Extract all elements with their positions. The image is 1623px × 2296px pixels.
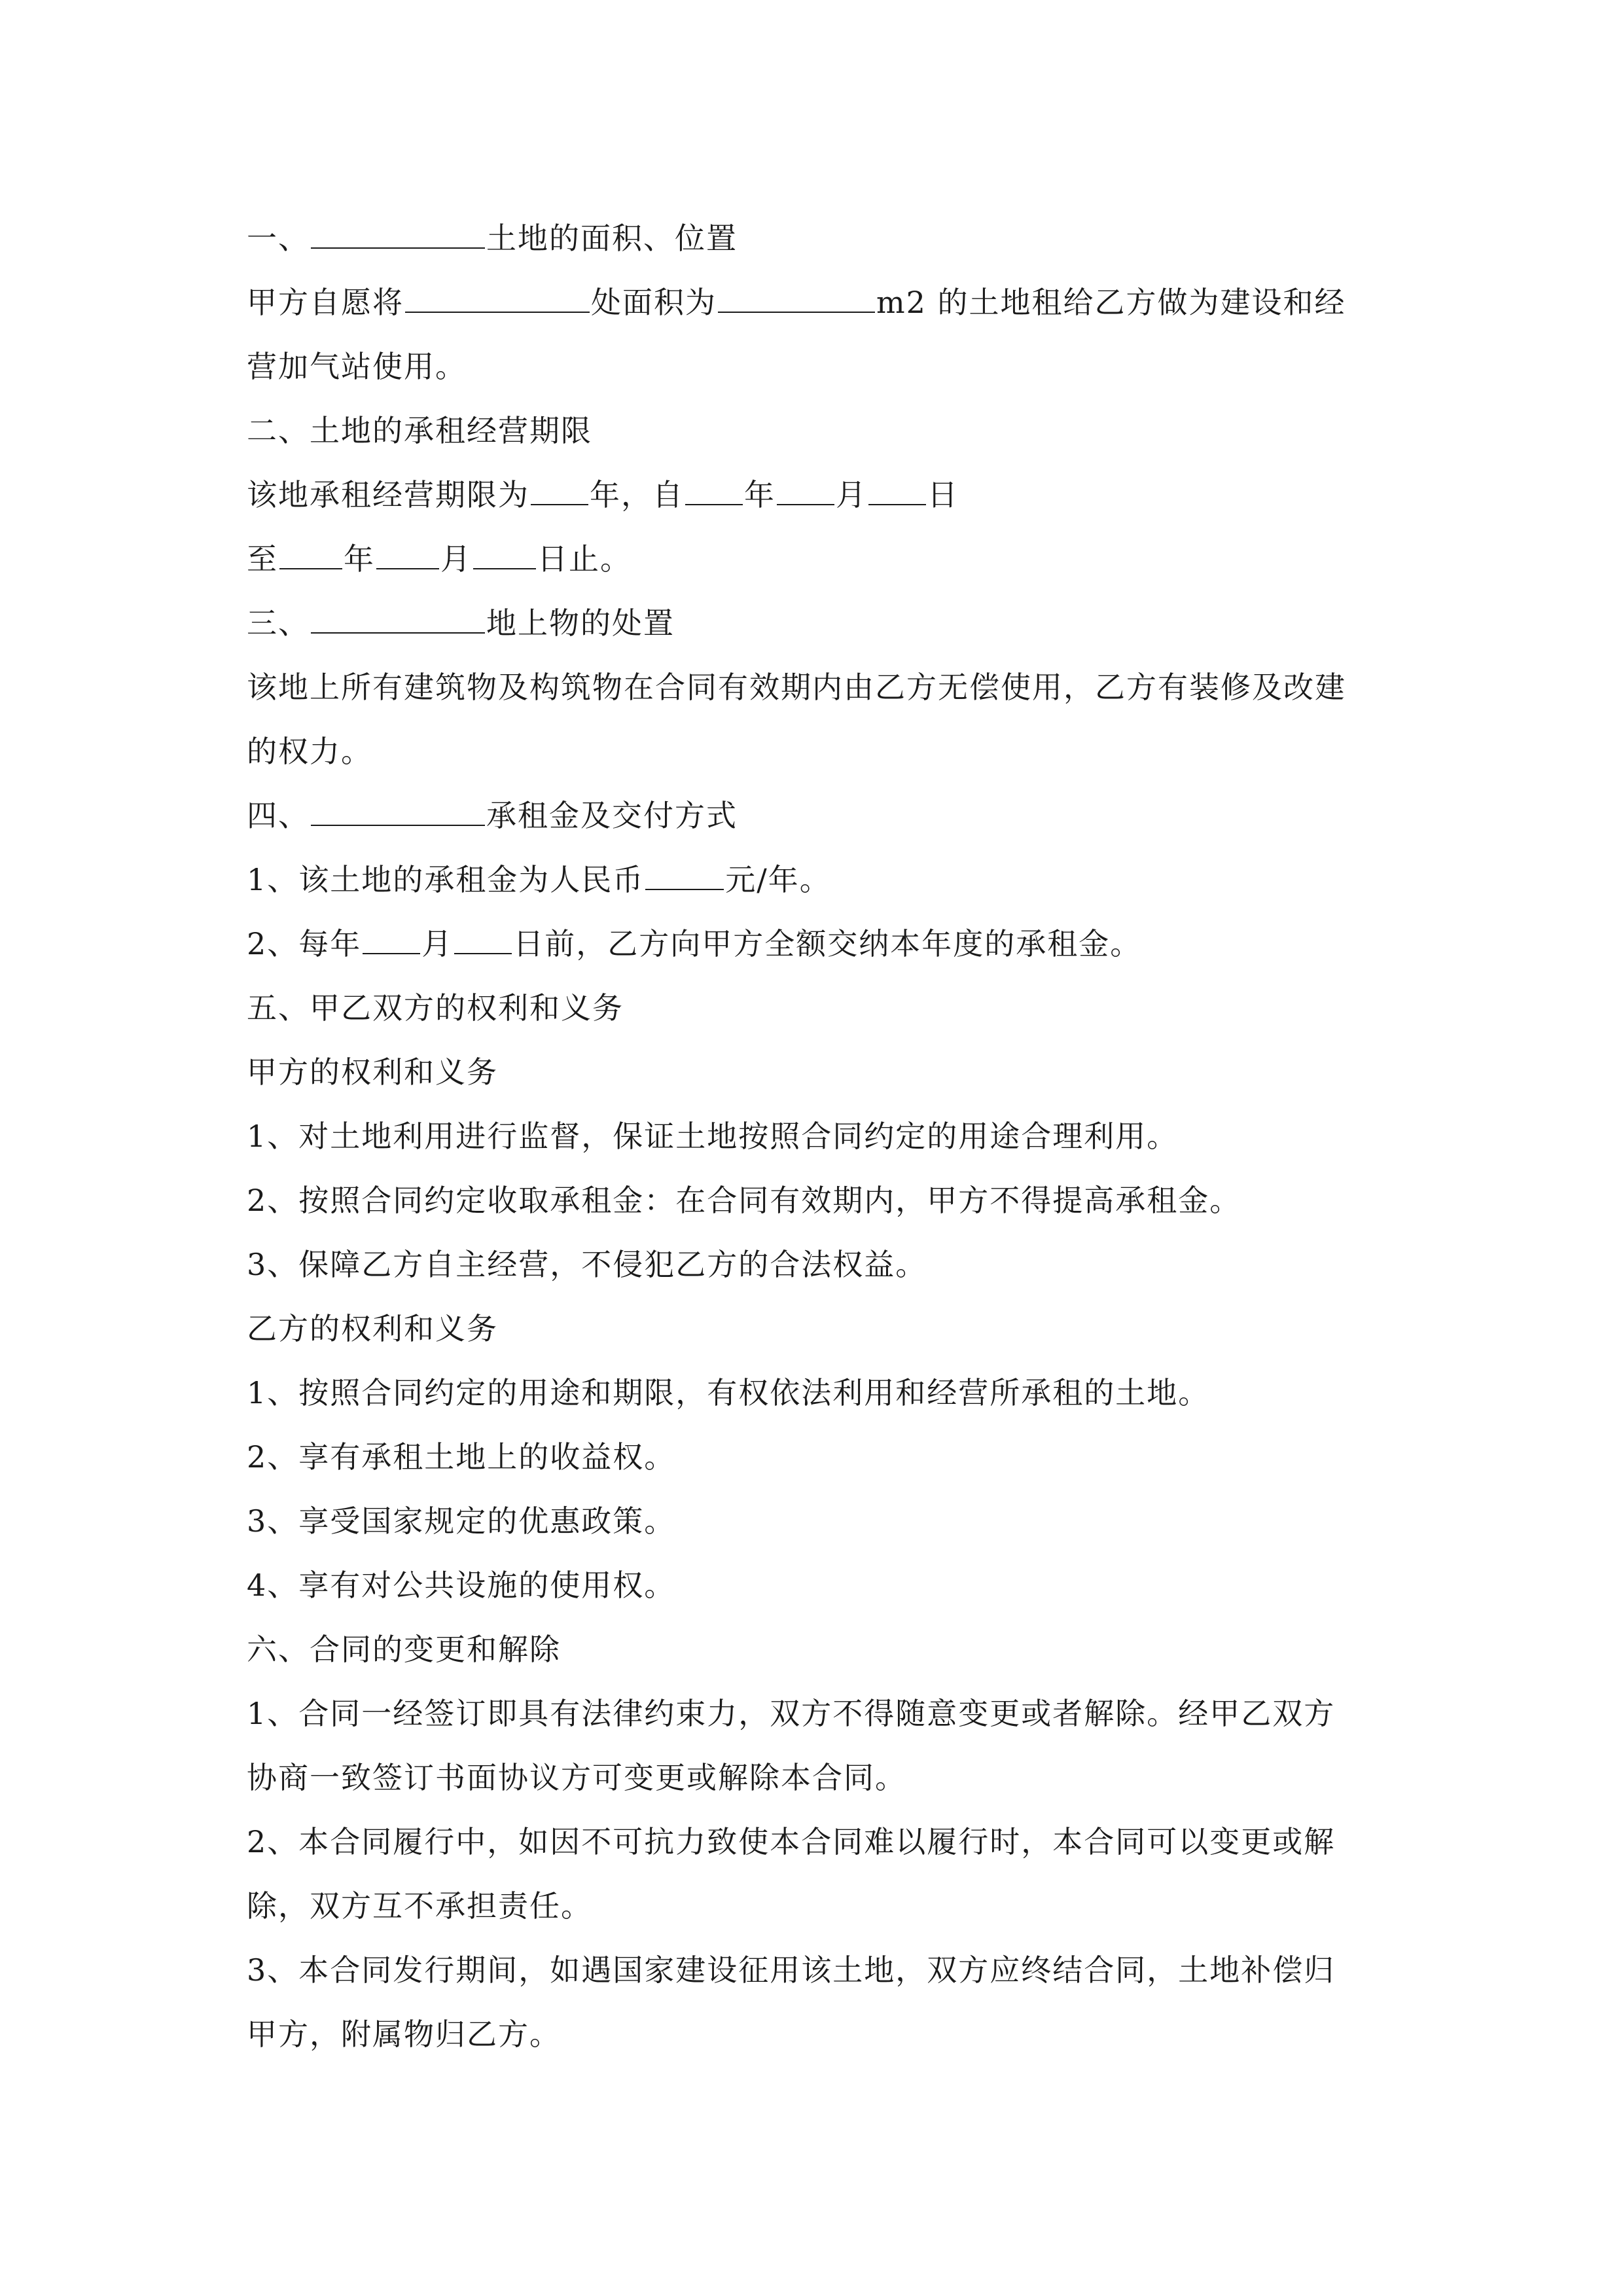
text-segment: 月: [440, 541, 472, 577]
text-segment: 该地承租经营期限为: [247, 477, 529, 512]
section-6-item-2-line-1: 2、本合同履行中，如因不可抗力致使本合同难以履行时，本合同可以变更或解: [247, 1824, 1336, 1859]
text-segment: 至: [247, 541, 278, 577]
party-a-item: 3、保障乙方自主经营，不侵犯乙方的合法权益。: [247, 1247, 927, 1282]
party-b-title: 乙方的权利和义务: [247, 1311, 498, 1346]
section-4-title-prefix: 四、: [247, 798, 310, 833]
blank-field: [718, 278, 875, 313]
section-6-title: 六、合同的变更和解除: [247, 1632, 561, 1667]
text-segment: 处面积为: [591, 285, 717, 320]
contract-page: [247, 206, 1379, 2066]
section-3-title: [247, 591, 1379, 655]
section-3-title-prefix: 三、: [247, 605, 310, 641]
blank-field: [311, 213, 485, 249]
text-segment: 日止。: [537, 541, 632, 577]
section-3-title-text: 地上物的处置: [486, 605, 675, 641]
section-1-body-line-2: 营加气站使用。: [247, 349, 467, 384]
blank-field: [473, 534, 536, 569]
blank-field: [777, 470, 834, 505]
text-segment: 2、每年: [247, 926, 362, 961]
blank-field: [311, 598, 485, 634]
section-4-title-text: 承租金及交付方式: [486, 798, 738, 833]
party-b-item: 3、享受国家规定的优惠政策。: [247, 1503, 676, 1539]
section-5-title: 五、甲乙双方的权利和义务: [247, 990, 624, 1026]
text-segment: 年: [744, 477, 776, 512]
blank-field: [279, 534, 342, 569]
text-segment: 年，自: [590, 477, 684, 512]
section-6-item-3-line-1: 3、本合同发行期间，如遇国家建设征用该土地，双方应终结合同，土地补偿归: [247, 1952, 1336, 1988]
section-1-title: [247, 206, 1379, 270]
section-1-title-text: 土地的面积、位置: [486, 221, 738, 256]
blank-field: [311, 791, 485, 826]
party-a-title: 甲方的权利和义务: [247, 1054, 498, 1090]
section-1-body-line-1: [247, 270, 1379, 334]
blank-field: [868, 470, 926, 505]
text-segment: 甲方自愿将: [247, 285, 404, 320]
blank-field: [405, 278, 590, 313]
text-segment: 1、该土地的承租金为人民币: [247, 862, 645, 897]
party-a-item: 1、对土地利用进行监督，保证土地按照合同约定的用途合理利用。: [247, 1119, 1179, 1154]
blank-field: [454, 919, 512, 954]
section-4-item-1: [247, 848, 1379, 912]
party-b-item: 2、享有承租土地上的收益权。: [247, 1439, 676, 1475]
section-6-item-2-line-2: 除，双方互不承担责任。: [247, 1888, 592, 1924]
blank-field: [376, 534, 439, 569]
party-b-item: 1、按照合同约定的用途和期限，有权依法利用和经营所承租的土地。: [247, 1375, 1210, 1410]
party-a-item: 2、按照合同约定收取承租金：在合同有效期内，甲方不得提高承租金。: [247, 1183, 1241, 1218]
text-segment: 月: [421, 926, 454, 961]
section-6-item-1-line-2: 协商一致签订书面协议方可变更或解除本合同。: [247, 1760, 906, 1795]
text-segment: m2 的土地租给乙方做为建设和经: [876, 285, 1346, 320]
blank-field: [531, 470, 588, 505]
section-4-item-2: [247, 912, 1379, 976]
section-3-body-line-2: 的权力。: [247, 734, 372, 769]
section-6-item-1-line-1: 1、合同一经签订即具有法律约束力，双方不得随意变更或者解除。经甲乙双方: [247, 1696, 1336, 1731]
text-segment: 日: [927, 477, 959, 512]
section-3-body-line-1: 该地上所有建筑物及构筑物在合同有效期内由乙方无偿使用，乙方有装修及改建: [247, 670, 1346, 705]
text-segment: 日前，乙方向甲方全额交纳本年度的承租金。: [513, 926, 1142, 961]
blank-field: [685, 470, 743, 505]
section-2-body-line-1: [247, 463, 1379, 527]
section-1-title-prefix: 一、: [247, 221, 310, 256]
text-segment: 月: [836, 477, 867, 512]
blank-field: [363, 919, 420, 954]
section-6-item-3-line-2: 甲方，附属物归乙方。: [247, 2017, 561, 2052]
party-b-item: 4、享有对公共设施的使用权。: [247, 1568, 676, 1603]
text-segment: 年: [344, 541, 375, 577]
section-2-title: 二、土地的承租经营期限: [247, 413, 592, 448]
blank-field: [645, 855, 724, 890]
text-segment: 元/年。: [725, 862, 831, 897]
section-2-body-line-2: [247, 527, 1379, 591]
section-4-title: [247, 783, 1379, 848]
